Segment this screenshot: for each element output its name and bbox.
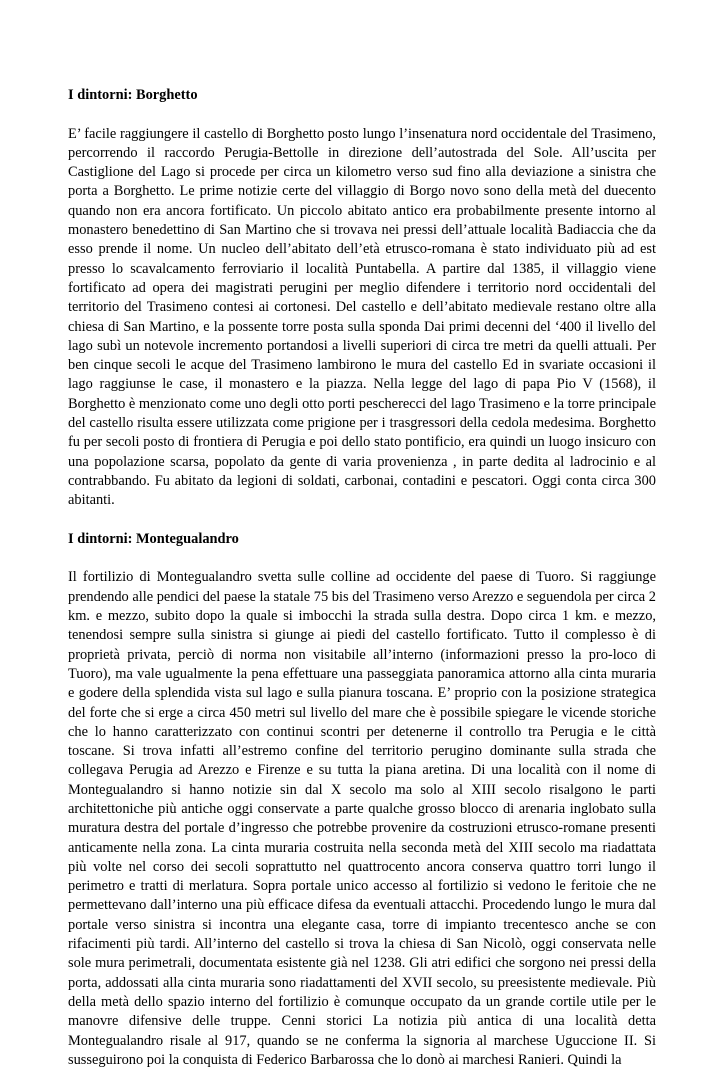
section-heading-borghetto: I dintorni: Borghetto xyxy=(68,87,198,103)
document-page xyxy=(68,86,656,1070)
section-body-borghetto: E’ facile raggiungere il castello di Borghetto posto lungo l’insenatura nord occidentale del Trasimeno, percorrendo il raccordo Perugia-Bettolle in direzione dell’autostrada del Sole. All’uscita per Castiglione del Lago si procede per circa un kilometro verso sud fino alla deviazione a sinistra che porta a Borghetto. Le prime notizie certe del villaggio di Borgo novo sono della metà del duecento quando non era ancora fortificato. Un piccolo abitato antico era probabilmente presente intorno al monastero benedettino di San Martino che si trovava nei pressi dell’attuale località Badiaccia che da esso prende il nome. Un nucleo dell’abitato dell’età etrusco-romana è stato individuato più ad est presso lo scavalcamento ferroviario il località Puntabella. A partire dal 1385, il villaggio viene fortificato ad opera dei magistrati perugini per meglio difendere i territorio nord occidentali del territorio del Trasimeno contesi ai cortonesi. Del castello e dell’abitato medievale restano oltre alla chiesa di San Martino, e la possente torre posta sulla sponda Dai primi decenni del ‘400 il livello del lago subì un notevole incremento portandosi a livelli superiori di circa tre metri da quelli attuali. Per ben cinque secoli le acque del Trasimeno lambirono le mura del castello Ed in svariate occasioni il lago raggiunse le case, il monastero e la piazza. Nella legge del lago di papa Pio V (1568), il Borghetto è menzionato come uno degli otto porti pescherecci del lago Trasimeno e la torre principale del castello risulta essere utilizzata come prigione per i trasgressori della cedola medesima. Borghetto fu per secoli posto di frontiera di Perugia e poi dello stato pontificio, era quindi un luogo insicuro con una popolazione scarsa, popolato da gente di varia provenienza , in parte dedita al ladrocinio e al contrabbando. Fu abitato da legioni di soldati, carbonai, contadini e pescatori. Oggi conta circa 300 abitanti. xyxy=(68,125,656,509)
spacer xyxy=(68,549,656,568)
spacer xyxy=(68,105,656,124)
spacer xyxy=(68,511,656,530)
section-heading-montegualandro: I dintorni: Montegualandro xyxy=(68,530,239,547)
section-body-montegualandro: Il fortilizio di Montegualandro svetta sulle colline ad occidente del paese di Tuoro. Si raggiunge prendendo alle pendici del paese la statale 75 bis del Trasimeno verso Arezzo e seguendola per circa 2 km. e mezzo, subito dopo la quale si imbocchi la strada sulla destra. Dopo circa 1 km. e mezzo, tenendosi sempre sulla sinistra si giunge ai piedi del castello fortificato. Tutto il complesso è di proprietà privata, perciò di norma non visitabile all’interno (informazioni presso la pro-loco di Tuoro), ma vale ugualmente la pena effettuare una passeggiata panoramica attorno alla cinta muraria e godere della splendida vista sul lago e sulla pianura toscana. E’ proprio con la posizione strategica del forte che si erge a circa 450 metri sul livello del mare che è possibile spiegare le vicende storiche che lo hanno caratterizzato con continui scontri per detenerne il controllo tra Perugia e le città toscane. Si trova infatti all’estremo confine del territorio perugino dominante sulla strada che collegava Perugia ad Arezzo e Firenze e su tutta la piana aretina. Di una località con il nome di Montegualandro si hanno notizie sin dal X secolo ma solo al XIII secolo risalgono le parti architettoniche più antiche oggi conservate a parte qualche grosso blocco di arenaria inglobato sulla muratura destra del portale d’ingresso che potrebbe provenire da costruzioni etrusco-romane presenti anticamente nella zona. La cinta muraria costruita nella seconda metà del XIII secolo ma riadattata più volte nel corso dei secoli soprattutto nel quattrocento ancora conserva quattro torri lungo il perimetro e tratti di merlatura. Sopra portale unico accesso al fortilizio si vedono le feritoie che ne permettevano dall’interno una più efficace difesa da eventuali attacchi. Procedendo lungo le mura dal portale verso sinistra si incontra una elegante casa, torre di impianto trecentesco anche se con rifacimenti più tardi. All’interno del castello si trova la chiesa di San Nicolò, oggi conservata nelle sole mura perimetrali, documentata esistente già nel 1238. Gli atri edifici che sorgono nei pressi della porta, addossati alla cinta muraria sono riadattamenti del XVII secolo, su preesistente medievale. Più della metà dello spazio interno del fortilizio è comunque occupato da un grande cortile utile per le manovre difensive delle truppe. Cenni storici La notizia più antica di una località detta Montegualandro risale al 917, quando se ne conferma la signoria al marchese Uguccione II. Si susseguirono poi la conquista di Federico Barbarossa che lo donò ai marchesi Ranieri. Quindi la xyxy=(68,569,656,1068)
